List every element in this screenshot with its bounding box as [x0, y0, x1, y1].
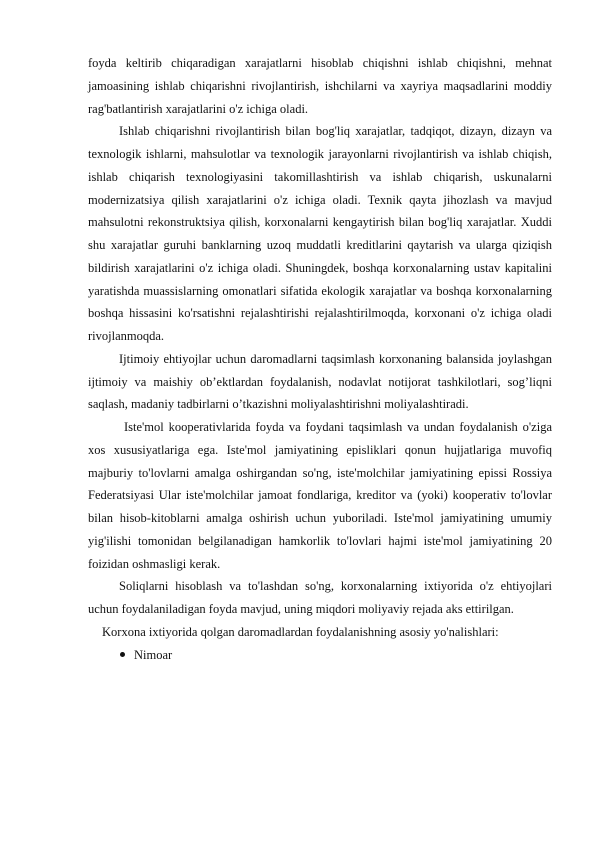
paragraph-continuation: foyda keltirib chiqaradigan xarajatlarni hisoblab chiqishni ishlab chiqishni, mehnat jamoasining ishlab chiqarishni rivojlantirish, ishchilarni va xayriya maqsadlarini moddiy rag'batlantirish xarajatlarini o'z ichiga oladi. [88, 56, 552, 116]
paragraph-consumer-cooperatives: Iste'mol kooperativlarida foyda va foydani taqsimlash va undan foydalanish o'ziga xos xususiyatlariga ega. Iste'mol jamiyatining episliklari qonun hujjatlariga muvofiq majburiy to'lovlarni amalga oshirgandan so'ng, iste'molchilar jamiyatining epissi Rossiya Federatsiyasi Ular iste'molchilar jamoat fondlariga, kreditor va (yoki) kooperativ to'lovlar bilan hisob-kitoblarni amalga oshirish uchun yuboriladi. Iste'mol jamiyatining umumiy yig'ilishi tomonidan belgilanadigan hamkorlik to'lovlari hajmi iste'mol jamiyatining 20 foizidan oshmasligi kerak. [88, 420, 552, 571]
document-page [88, 52, 552, 666]
list-item-label: Nimoar [134, 647, 173, 662]
list-item [88, 644, 552, 667]
paragraph-after-taxes: Soliqlarni hisoblash va to'lashdan so'ng, korxonalarning ixtiyorida o'z ehtiyojlari uchun foydalaniladigan foyda mavjud, uning miqdori moliyaviy rejada aks ettirilgan. [88, 579, 552, 616]
paragraph-production-costs: Ishlab chiqarishni rivojlantirish bilan bog'liq xarajatlar, tadqiqot, dizayn, dizayn va texnologik ishlarni, mahsulotlar va texnologik jarayonlarni rivojlantirish va ishlab chiqish, ishlab chiqarish texnologiyasini takomillashtirish va ishlab chiqarish, uskunalarni modernizatsiya qilish xarajatlarini o'z ichiga oladi. Texnik qayta jihozlash va mavjud mahsulotni rekonstruktsiya qilish, korxonalarni kengaytirish bilan bog'liq xarajatlar. Xuddi shu xarajatlar guruhi banklarning uzoq muddatli kreditlarini qaytarish va ularga qiziqish bildirish xarajatlarini o'z ichiga oladi. Shuningdek, boshqa korxonalarning ustav kapitalini yaratishda muassislarning omonatlari sifatida ekologik xarajatlar va boshqa korxonalarning boshqa hissasini ko'rsatishni rejalashtirishi rejalashtirilmoqda, korxonani o'z ichiga oladi rivojlanmoqda. [88, 124, 552, 343]
list-intro: Korxona ixtiyorida qolgan daromadlardan foydalanishning asosiy yo'nalishlari: [102, 624, 499, 639]
bullet-icon [120, 652, 125, 657]
paragraph-social-needs: Ijtimoiy ehtiyojlar uchun daromadlarni taqsimlash korxonaning balansida joylashgan ijtimoiy va maishiy ob’ektlardan foydalanish, nodavlat notijorat tashkilotlari, sog’liqni saqlash, madaniy tadbirlarni o’tkazishni moliyalashtirishni moliyalashtiradi. [88, 351, 552, 412]
